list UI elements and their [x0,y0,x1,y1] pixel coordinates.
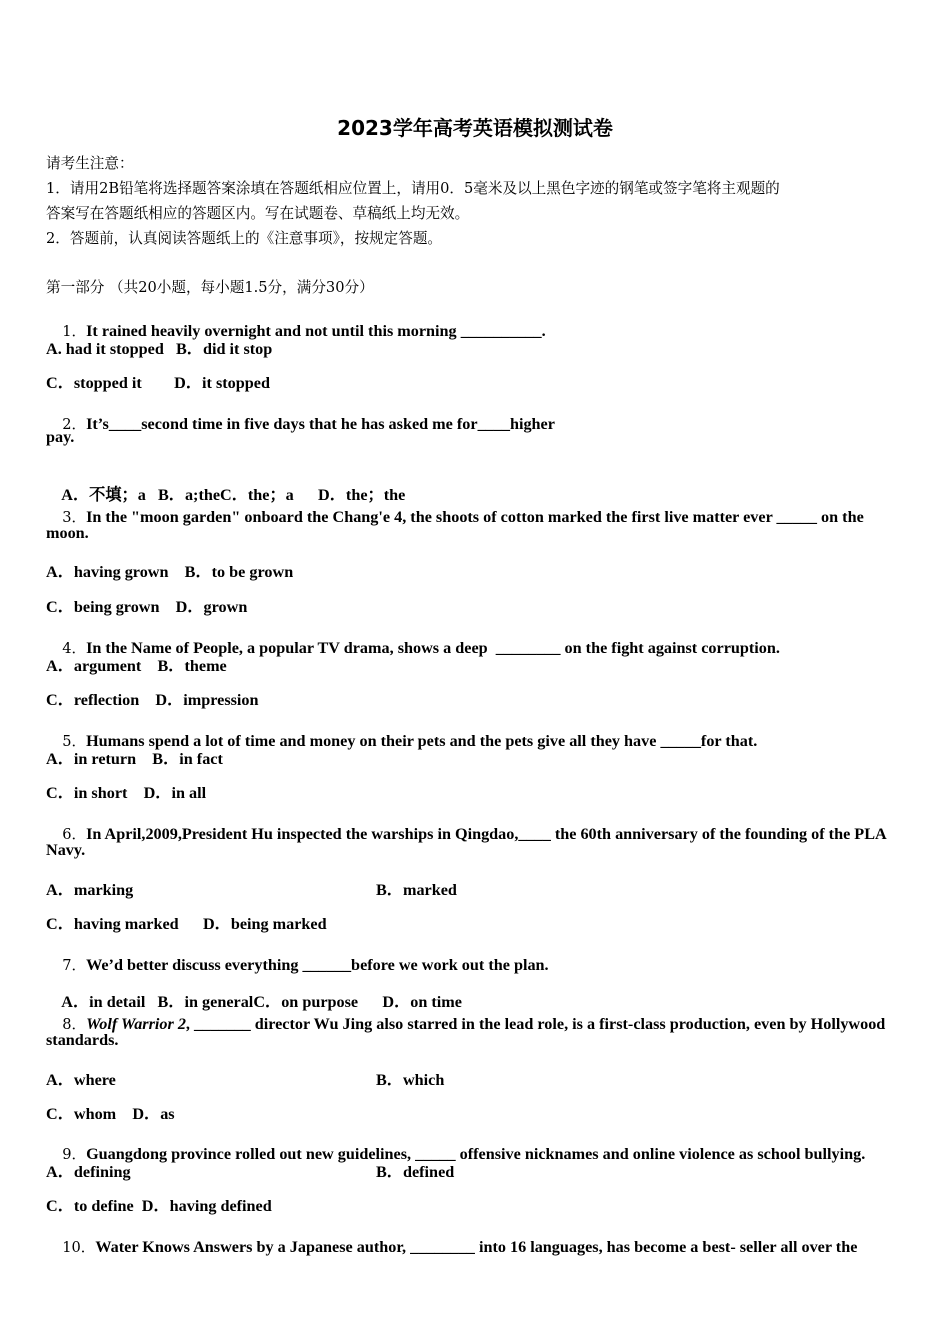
question-stem: Humans spend a lot of time and money on their pets and the pets give all they have _____for that. [86,732,758,750]
options-cd: C．the；a D．the；the [220,486,406,504]
question-stem: It rained heavily overnight and not until this morning __________. [86,322,546,340]
option-b: B．defined [376,1163,455,1181]
question-number: 8． [62,1016,87,1033]
question-9 [46,1124,865,1183]
question-number: 1． [62,323,87,340]
question-number: 2． [62,416,87,433]
options-row: C．to define D．having defined [46,1197,272,1215]
options-ab: A．in detail B．in general [61,993,254,1011]
section-heading: 第一部分 （共20小题，每小题1.5分，满分30分） [46,279,374,296]
options-row: C．stopped it D．it stopped [46,374,270,392]
notice-line-2: 答案写在答题纸相应的答题区内。写在试题卷、草稿纸上均无效。 [46,205,470,222]
question-stem: In the "moon garden" onboard the Chang'e 4, the shoots of cotton marked the first live matter ever _____ on the [86,508,864,526]
question-10 [46,1217,857,1276]
option-a: A．where [46,1071,116,1089]
question-stem: In April,2009,President Hu inspected the warships in Qingdao,____ the 60th anniversary of the founding of the PLA [86,825,887,843]
film-title: Wolf Warrior 2 [86,1015,186,1033]
options-cd: C．on purpose D．on time [253,993,462,1011]
options-row: C．in short D．in all [46,784,207,802]
question-6 [46,804,887,863]
notice-line-3: 2．答题前，认真阅读答题纸上的《注意事项》，按规定答题。 [46,230,443,247]
options-row: A．in return B．in fact [46,750,223,768]
question-stem: , _______ director Wu Jing also starred in the lead role, is a first-class production, even by Hollywood [185,1015,886,1033]
question-stem-continued: standards. [46,1031,119,1049]
options-row: C．having marked D．being marked [46,915,327,933]
question-stem: It’s____second time in five days that he has asked me for____higher [86,415,555,433]
question-number: 3． [62,509,87,526]
notice-heading: 请考生注意： [46,155,134,172]
options-row: C．reflection D．impression [46,691,259,709]
option-a: A．defining [46,1163,131,1181]
question-3 [46,487,864,546]
options-row: A．having grown B．to be grown [46,563,294,581]
page-title: 2023学年高考英语模拟测试卷 [337,116,613,140]
option-b: B．which [376,1071,445,1089]
question-stem-continued: pay. [46,428,75,446]
question-2 [46,394,555,453]
option-a: A．marking [46,881,134,899]
question-stem: In the Name of People, a popular TV drama, shows a deep ________ on the fight against corruption. [86,639,780,657]
options-ab: A．不填；a B．a;the [61,486,221,504]
options-row: A．argument B．theme [46,657,227,675]
options-row: C．being grown D．grown [46,598,248,616]
question-stem: Guangdong province rolled out new guidelines, _____ offensive nicknames and online violence as school bullying. [86,1145,866,1163]
question-stem: Water Knows Answers by a Japanese author, ________ into 16 languages, has become a best- seller all over the [95,1238,858,1256]
question-number: 4． [62,640,87,657]
options-row: C．whom D．as [46,1105,175,1123]
option-b: B．marked [376,881,457,899]
question-number: 9． [62,1146,87,1163]
question-number: 6． [62,826,87,843]
question-stem-continued: Navy. [46,841,86,859]
notice-line-1: 1．请用2B铅笔将选择题答案涂填在答题纸相应位置上，请用0．5毫米及以上黑色字迹的钢笔或签字笔将主观题的 [46,180,780,197]
question-number: 5． [62,733,87,750]
question-stem-continued: moon. [46,524,89,542]
question-stem: We’d better discuss everything ______before we work out the plan. [86,956,549,974]
question-number: 7． [62,957,87,974]
options-row: A. had it stopped B．did it stop [46,340,273,358]
question-8 [46,994,885,1053]
question-number: 10． [62,1239,96,1256]
